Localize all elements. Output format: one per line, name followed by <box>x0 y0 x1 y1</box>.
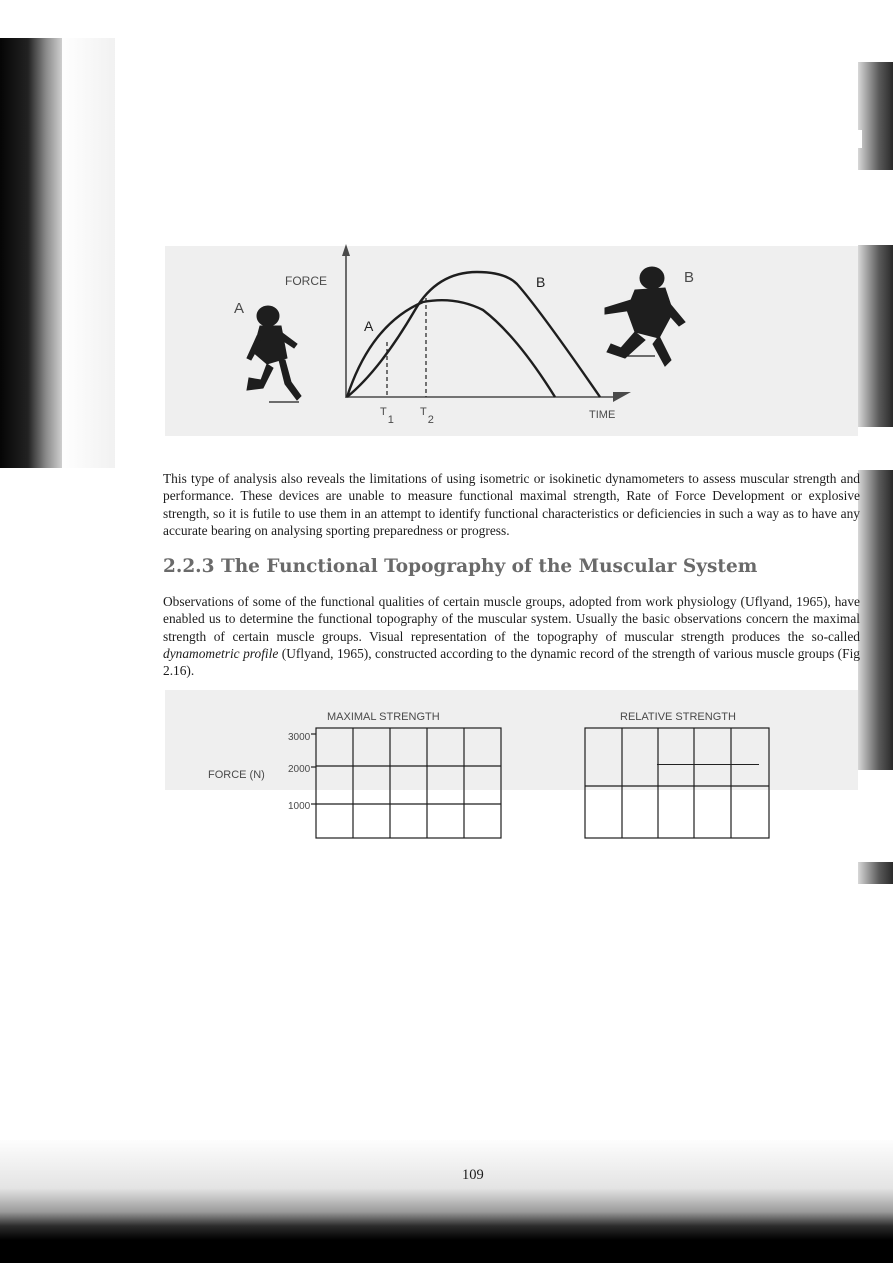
y-tick-1000: 1000 <box>288 801 311 812</box>
curve-a <box>347 300 555 397</box>
paragraph-functional-topography <box>163 593 860 679</box>
force-n-label: FORCE (N) <box>208 769 265 781</box>
maximal-strength-title: MAXIMAL STRENGTH <box>327 711 440 723</box>
scan-edge-right <box>858 62 893 170</box>
scan-shadow-bottom <box>0 1140 893 1263</box>
scan-page-tab <box>818 130 862 148</box>
section-heading: 2.2.3 The Functional Topography of the Muscular System <box>163 556 758 577</box>
athlete-a-label: A <box>234 300 245 317</box>
scan-edge-right <box>858 862 893 884</box>
t2-label: T2 <box>420 406 434 426</box>
force-axis-arrow <box>342 244 350 256</box>
paragraph-dynamometer-limitations: This type of analysis also reveals the limitations of using isometric or isokinetic dynamometers to assess muscular strength and performance. These devices are unable to measure functional maximal strength, Rate of Force Development or explosive strength, so it is futile to use them in an attempt to identify functional characteristics or deficiencies in such a way as to have any accurate bearing on analysing sporting preparedness or progress. <box>163 471 860 538</box>
y-tick-2000: 2000 <box>288 764 311 775</box>
paragraph-text: Observations of some of the functional qualities of certain muscle groups, adopted from work physiology (Uflyand, 1965), have enabled us to determine the functional topography of the muscular system. Usually the basic observations concern the maximal strength of certain muscle groups. Visual representation of the topography of muscular strength produces the so-called <box>163 594 860 644</box>
y-tick-3000: 3000 <box>288 732 311 743</box>
scan-shadow-left-fade <box>0 38 115 468</box>
athlete-b-label: B <box>684 269 695 286</box>
athlete-b-illustration <box>605 267 685 366</box>
curve-a-label: A <box>364 318 374 334</box>
signature-line <box>657 764 759 765</box>
strength-grids-figure <box>165 700 865 812</box>
page-number: 109 <box>462 1167 484 1183</box>
relative-strength-title: RELATIVE STRENGTH <box>620 711 736 723</box>
paragraph-emphasis: dynamometric profile <box>163 645 279 661</box>
curve-b-label: B <box>536 274 546 290</box>
time-axis-label: TIME <box>589 409 616 421</box>
force-axis-label: FORCE <box>285 274 327 288</box>
t1-label: T1 <box>380 406 394 426</box>
curve-b <box>347 272 600 397</box>
time-axis-arrow <box>613 392 631 402</box>
paragraph-text: (Uflyand, 1965), constructed according to the dynamic record of the strength of various muscle groups (Fig 2.16). <box>163 645 860 679</box>
athlete-a-illustration <box>247 306 301 402</box>
force-time-figure <box>165 240 865 440</box>
